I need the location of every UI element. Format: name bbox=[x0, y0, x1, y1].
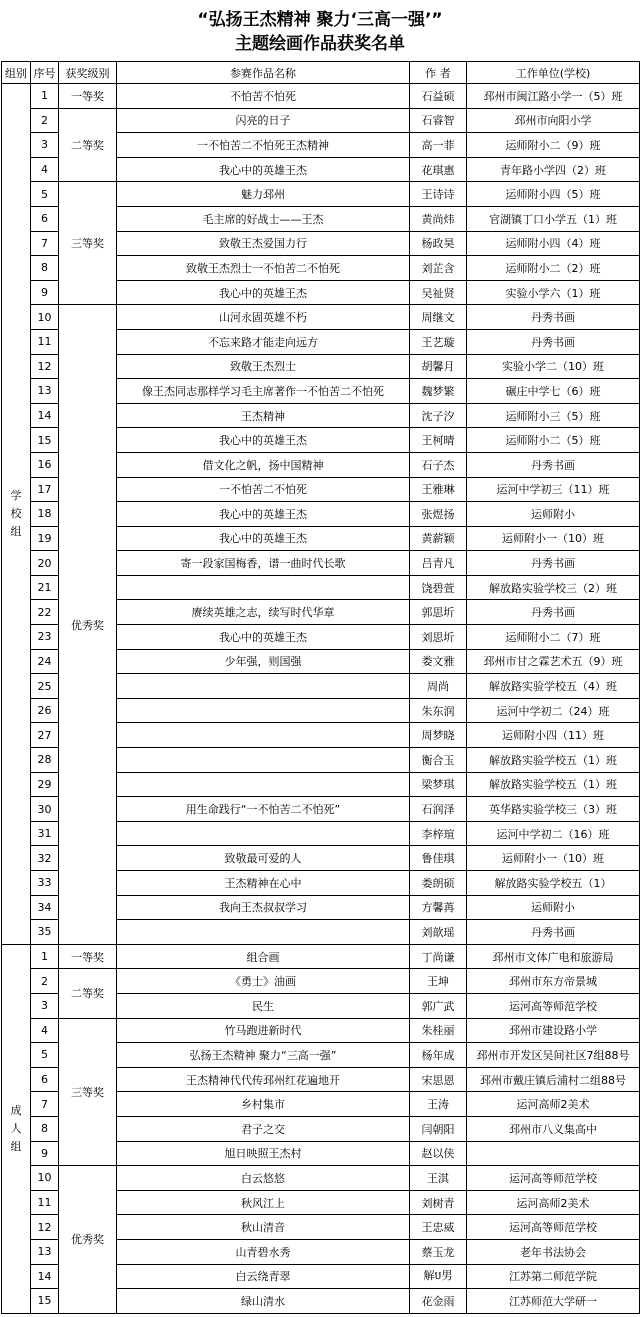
row-number: 8 bbox=[31, 256, 59, 281]
work-title: 《勇士》油画 bbox=[117, 969, 410, 994]
author-name: 宋思恩 bbox=[410, 1067, 467, 1092]
row-number: 16 bbox=[31, 452, 59, 477]
author-name: 朱东润 bbox=[410, 698, 467, 723]
row-number: 5 bbox=[31, 1043, 59, 1068]
row-number: 10 bbox=[31, 305, 59, 330]
work-unit: 运师附小四（11）班 bbox=[467, 723, 640, 748]
row-number: 14 bbox=[31, 1264, 59, 1289]
work-title: 像王杰同志那样学习毛主席著作一不怕苦二不怕死 bbox=[117, 379, 410, 404]
work-title: 竹马跑进新时代 bbox=[117, 1018, 410, 1043]
header-group: 组别 bbox=[2, 62, 31, 84]
author-name: 王坤 bbox=[410, 969, 467, 994]
work-unit: 运师附小一（10）班 bbox=[467, 846, 640, 871]
row-number: 7 bbox=[31, 231, 59, 256]
work-unit: 丹秀书画 bbox=[467, 600, 640, 625]
work-unit: 邳州市开发区吴间社区7组88号 bbox=[467, 1043, 640, 1068]
author-name: 胡馨月 bbox=[410, 354, 467, 379]
row-number: 2 bbox=[31, 108, 59, 133]
work-unit: 解放路实验学校五（1）班 bbox=[467, 772, 640, 797]
work-unit: 运师附小 bbox=[467, 502, 640, 527]
work-title: 绿山清水 bbox=[117, 1289, 410, 1314]
work-title bbox=[117, 920, 410, 945]
author-name: 李梓瑄 bbox=[410, 821, 467, 846]
table-row bbox=[2, 182, 640, 207]
work-title: 致敬王杰爱国力行 bbox=[117, 231, 410, 256]
row-number: 15 bbox=[31, 1289, 59, 1314]
work-title: 秋山清音 bbox=[117, 1215, 410, 1240]
author-name: 花琪惠 bbox=[410, 157, 467, 182]
row-number: 8 bbox=[31, 1116, 59, 1141]
row-number: 4 bbox=[31, 157, 59, 182]
work-unit: 丹秀书画 bbox=[467, 920, 640, 945]
row-number: 22 bbox=[31, 600, 59, 625]
table-row bbox=[2, 84, 640, 109]
row-number: 34 bbox=[31, 895, 59, 920]
title-line-2: 主题绘画作品获奖名单 bbox=[235, 34, 405, 54]
row-number: 29 bbox=[31, 772, 59, 797]
work-unit: 江苏第二师范学院 bbox=[467, 1264, 640, 1289]
work-title: 王杰精神代代传邳州红花遍地开 bbox=[117, 1067, 410, 1092]
work-title: 我心中的英雄王杰 bbox=[117, 502, 410, 527]
author-name: 蔡玉龙 bbox=[410, 1239, 467, 1264]
work-title: 组合画 bbox=[117, 944, 410, 969]
work-title: 我向王杰叔叔学习 bbox=[117, 895, 410, 920]
row-number: 4 bbox=[31, 1018, 59, 1043]
header-work: 参赛作品名称 bbox=[117, 62, 410, 84]
work-unit: 丹秀书画 bbox=[467, 329, 640, 354]
author-name: 花金雨 bbox=[410, 1289, 467, 1314]
author-name: 刘树青 bbox=[410, 1190, 467, 1215]
document-title bbox=[0, 0, 640, 61]
author-name: 石子杰 bbox=[410, 452, 467, 477]
row-number: 1 bbox=[31, 944, 59, 969]
author-name: 赵以侠 bbox=[410, 1141, 467, 1166]
author-name: 沈子汐 bbox=[410, 403, 467, 428]
author-name: 杨年成 bbox=[410, 1043, 467, 1068]
header-level: 获奖级别 bbox=[59, 62, 117, 84]
work-unit: 运师附小四（5）班 bbox=[467, 182, 640, 207]
work-unit: 丹秀书画 bbox=[467, 305, 640, 330]
work-title: 我心中的英雄王杰 bbox=[117, 280, 410, 305]
row-number: 9 bbox=[31, 1141, 59, 1166]
title-line-1: “弘扬王杰精神 聚力‘三高一强’” bbox=[197, 10, 443, 30]
author-name: 王雅琳 bbox=[410, 477, 467, 502]
row-number: 6 bbox=[31, 1067, 59, 1092]
work-title: 乡村集市 bbox=[117, 1092, 410, 1117]
row-number: 25 bbox=[31, 674, 59, 699]
work-title: 致敬最可爱的人 bbox=[117, 846, 410, 871]
work-title: 旭日映照王杰村 bbox=[117, 1141, 410, 1166]
work-unit: 运师附小四（4）班 bbox=[467, 231, 640, 256]
row-number: 12 bbox=[31, 1215, 59, 1240]
work-title: 白云悠悠 bbox=[117, 1166, 410, 1191]
work-unit: 邳州市甘之霖艺术五（9）班 bbox=[467, 649, 640, 674]
work-title: 少年强，则国强 bbox=[117, 649, 410, 674]
work-unit: 运河中学初二（24）班 bbox=[467, 698, 640, 723]
work-title: 致敬王杰烈士 bbox=[117, 354, 410, 379]
author-name: 刘歆瑶 bbox=[410, 920, 467, 945]
row-number: 12 bbox=[31, 354, 59, 379]
table-row bbox=[2, 1166, 640, 1191]
work-title: 白云绕青翠 bbox=[117, 1264, 410, 1289]
row-number: 30 bbox=[31, 797, 59, 822]
row-number: 15 bbox=[31, 428, 59, 453]
row-number: 33 bbox=[31, 871, 59, 896]
work-unit: 邳州市八义集高中 bbox=[467, 1116, 640, 1141]
author-name: 杨政昊 bbox=[410, 231, 467, 256]
work-unit: 实验小学六（1）班 bbox=[467, 280, 640, 305]
author-name: 王艺璇 bbox=[410, 329, 467, 354]
author-name: 饶碧萱 bbox=[410, 575, 467, 600]
author-name: 梁梦琪 bbox=[410, 772, 467, 797]
row-number: 11 bbox=[31, 329, 59, 354]
work-title: 不怕苦不怕死 bbox=[117, 84, 410, 109]
author-name: 王柯晴 bbox=[410, 428, 467, 453]
award-level: 二等奖 bbox=[59, 969, 117, 1018]
author-name: 丁尚谦 bbox=[410, 944, 467, 969]
work-unit: 邳州市建设路小学 bbox=[467, 1018, 640, 1043]
row-number: 35 bbox=[31, 920, 59, 945]
work-title bbox=[117, 723, 410, 748]
work-unit: 青年路小学四（2）班 bbox=[467, 157, 640, 182]
award-table bbox=[1, 61, 640, 1314]
row-number: 18 bbox=[31, 502, 59, 527]
work-unit: 邳州市东方帝景城 bbox=[467, 969, 640, 994]
row-number: 13 bbox=[31, 1239, 59, 1264]
row-number: 1 bbox=[31, 84, 59, 109]
work-unit: 邳州市文体广电和旅游局 bbox=[467, 944, 640, 969]
row-number: 26 bbox=[31, 698, 59, 723]
work-unit: 邳州市闽江路小学一（5）班 bbox=[467, 84, 640, 109]
author-name: 王淇 bbox=[410, 1166, 467, 1191]
row-number: 31 bbox=[31, 821, 59, 846]
award-level: 一等奖 bbox=[59, 944, 117, 969]
row-number: 2 bbox=[31, 969, 59, 994]
row-number: 3 bbox=[31, 133, 59, 158]
work-title bbox=[117, 821, 410, 846]
work-title: 山河永固英雄不朽 bbox=[117, 305, 410, 330]
work-unit: 英华路实验学校三（3）班 bbox=[467, 797, 640, 822]
work-title: 秋风江上 bbox=[117, 1190, 410, 1215]
row-number: 27 bbox=[31, 723, 59, 748]
work-unit: 官湖镇丁口小学五（1）班 bbox=[467, 206, 640, 231]
author-name: 张煜扬 bbox=[410, 502, 467, 527]
award-level: 优秀奖 bbox=[59, 1166, 117, 1314]
work-unit: 运师附小 bbox=[467, 895, 640, 920]
row-number: 13 bbox=[31, 379, 59, 404]
row-number: 19 bbox=[31, 526, 59, 551]
row-number: 7 bbox=[31, 1092, 59, 1117]
row-number: 23 bbox=[31, 625, 59, 650]
table-row bbox=[2, 969, 640, 994]
author-name: 郭广武 bbox=[410, 993, 467, 1018]
work-unit: 邳州市戴庄镇后浦村二组88号 bbox=[467, 1067, 640, 1092]
row-number: 17 bbox=[31, 477, 59, 502]
row-number: 10 bbox=[31, 1166, 59, 1191]
work-unit: 老年书法协会 bbox=[467, 1239, 640, 1264]
author-name: 衡合玉 bbox=[410, 748, 467, 773]
author-name: 朱桂丽 bbox=[410, 1018, 467, 1043]
award-level: 优秀奖 bbox=[59, 305, 117, 944]
work-title: 我心中的英雄王杰 bbox=[117, 625, 410, 650]
work-unit: 解放路实验学校五（4）班 bbox=[467, 674, 640, 699]
row-number: 3 bbox=[31, 993, 59, 1018]
table-row bbox=[2, 108, 640, 133]
row-number: 28 bbox=[31, 748, 59, 773]
work-unit: 运河高师2美术 bbox=[467, 1190, 640, 1215]
row-number: 24 bbox=[31, 649, 59, 674]
work-title: 一不怕苦二不怕死王杰精神 bbox=[117, 133, 410, 158]
work-title: 山青碧水秀 bbox=[117, 1239, 410, 1264]
work-title: 魅力邳州 bbox=[117, 182, 410, 207]
work-unit: 解放路实验学校三（2）班 bbox=[467, 575, 640, 600]
author-name: 解ប男 bbox=[410, 1264, 467, 1289]
author-name: 魏梦繁 bbox=[410, 379, 467, 404]
work-title: 借文化之帆，扬中国精神 bbox=[117, 452, 410, 477]
row-number: 9 bbox=[31, 280, 59, 305]
table-row bbox=[2, 305, 640, 330]
work-unit: 运师附小三（5）班 bbox=[467, 403, 640, 428]
work-unit: 运师附小二（9）班 bbox=[467, 133, 640, 158]
work-unit: 解放路实验学校五（1）班 bbox=[467, 748, 640, 773]
work-unit: 运河高等师范学校 bbox=[467, 1215, 640, 1240]
work-unit bbox=[467, 1141, 640, 1166]
work-title bbox=[117, 748, 410, 773]
author-name: 闫朝阳 bbox=[410, 1116, 467, 1141]
author-name: 周梦晓 bbox=[410, 723, 467, 748]
work-title: 毛主席的好战士——王杰 bbox=[117, 206, 410, 231]
work-unit: 运师附小二（7）班 bbox=[467, 625, 640, 650]
row-number: 11 bbox=[31, 1190, 59, 1215]
work-title: 致敬王杰烈士一不怕苦二不怕死 bbox=[117, 256, 410, 281]
header-author: 作 者 bbox=[410, 62, 467, 84]
work-title: 我心中的英雄王杰 bbox=[117, 428, 410, 453]
row-number: 14 bbox=[31, 403, 59, 428]
work-unit: 运师附小一（10）班 bbox=[467, 526, 640, 551]
work-title: 我心中的英雄王杰 bbox=[117, 526, 410, 551]
author-name: 周继文 bbox=[410, 305, 467, 330]
author-name: 黄薪颖 bbox=[410, 526, 467, 551]
work-title: 我心中的英雄王杰 bbox=[117, 157, 410, 182]
author-name: 郭思圻 bbox=[410, 600, 467, 625]
row-number: 20 bbox=[31, 551, 59, 576]
work-title: 一不怕苦二不怕死 bbox=[117, 477, 410, 502]
work-unit: 解放路实验学校五（1） bbox=[467, 871, 640, 896]
work-title bbox=[117, 674, 410, 699]
row-number: 21 bbox=[31, 575, 59, 600]
table-body bbox=[2, 84, 640, 1314]
work-unit: 实验小学二（10）班 bbox=[467, 354, 640, 379]
award-level: 二等奖 bbox=[59, 108, 117, 182]
header-row bbox=[2, 62, 640, 84]
author-name: 刘芷含 bbox=[410, 256, 467, 281]
row-number: 6 bbox=[31, 206, 59, 231]
work-title: 王杰精神 bbox=[117, 403, 410, 428]
author-name: 方馨苒 bbox=[410, 895, 467, 920]
work-title: 寄一段家国梅香，谱一曲时代长歌 bbox=[117, 551, 410, 576]
work-unit: 运河高等师范学校 bbox=[467, 1166, 640, 1191]
group-label: 成 人 组 bbox=[2, 944, 31, 1313]
work-title bbox=[117, 772, 410, 797]
work-unit: 运河中学初三（11）班 bbox=[467, 477, 640, 502]
group-label: 学 校 组 bbox=[2, 84, 31, 945]
work-unit: 江苏师范大学研一 bbox=[467, 1289, 640, 1314]
author-name: 石益硕 bbox=[410, 84, 467, 109]
author-name: 王忠威 bbox=[410, 1215, 467, 1240]
work-unit: 碾庄中学七（6）班 bbox=[467, 379, 640, 404]
author-name: 王涛 bbox=[410, 1092, 467, 1117]
author-name: 高一菲 bbox=[410, 133, 467, 158]
work-unit: 运师附小二（2）班 bbox=[467, 256, 640, 281]
author-name: 王诗诗 bbox=[410, 182, 467, 207]
award-level: 三等奖 bbox=[59, 182, 117, 305]
author-name: 吴祉贤 bbox=[410, 280, 467, 305]
work-title: 弘扬王杰精神 聚力“三高一强” bbox=[117, 1043, 410, 1068]
award-level: 一等奖 bbox=[59, 84, 117, 109]
work-unit: 运师附小二（5）班 bbox=[467, 428, 640, 453]
row-number: 5 bbox=[31, 182, 59, 207]
work-unit: 运河高等师范学校 bbox=[467, 993, 640, 1018]
work-title: 用生命践行“一不怕苦二不怕死” bbox=[117, 797, 410, 822]
author-name: 刘思圻 bbox=[410, 625, 467, 650]
author-name: 吕青凡 bbox=[410, 551, 467, 576]
header-unit: 工作单位(学校) bbox=[467, 62, 640, 84]
row-number: 32 bbox=[31, 846, 59, 871]
work-unit: 丹秀书画 bbox=[467, 452, 640, 477]
table-row bbox=[2, 1018, 640, 1043]
work-title: 不忘来路才能走向远方 bbox=[117, 329, 410, 354]
work-title: 闪亮的日子 bbox=[117, 108, 410, 133]
author-name: 娄文雅 bbox=[410, 649, 467, 674]
table-row bbox=[2, 944, 640, 969]
work-title: 赓续英雄之志，续写时代华章 bbox=[117, 600, 410, 625]
author-name: 石润泽 bbox=[410, 797, 467, 822]
work-title: 君子之交 bbox=[117, 1116, 410, 1141]
author-name: 黄尚炜 bbox=[410, 206, 467, 231]
author-name: 石睿智 bbox=[410, 108, 467, 133]
author-name: 周尚 bbox=[410, 674, 467, 699]
author-name: 娄朗硕 bbox=[410, 871, 467, 896]
award-level: 三等奖 bbox=[59, 1018, 117, 1166]
work-title bbox=[117, 698, 410, 723]
work-title bbox=[117, 575, 410, 600]
work-unit: 邳州市向阳小学 bbox=[467, 108, 640, 133]
work-title: 民生 bbox=[117, 993, 410, 1018]
work-unit: 丹秀书画 bbox=[467, 551, 640, 576]
work-title: 王杰精神在心中 bbox=[117, 871, 410, 896]
work-unit: 运河中学初二（16）班 bbox=[467, 821, 640, 846]
work-unit: 运河高师2美术 bbox=[467, 1092, 640, 1117]
header-no: 序号 bbox=[31, 62, 59, 84]
author-name: 鲁佳琪 bbox=[410, 846, 467, 871]
